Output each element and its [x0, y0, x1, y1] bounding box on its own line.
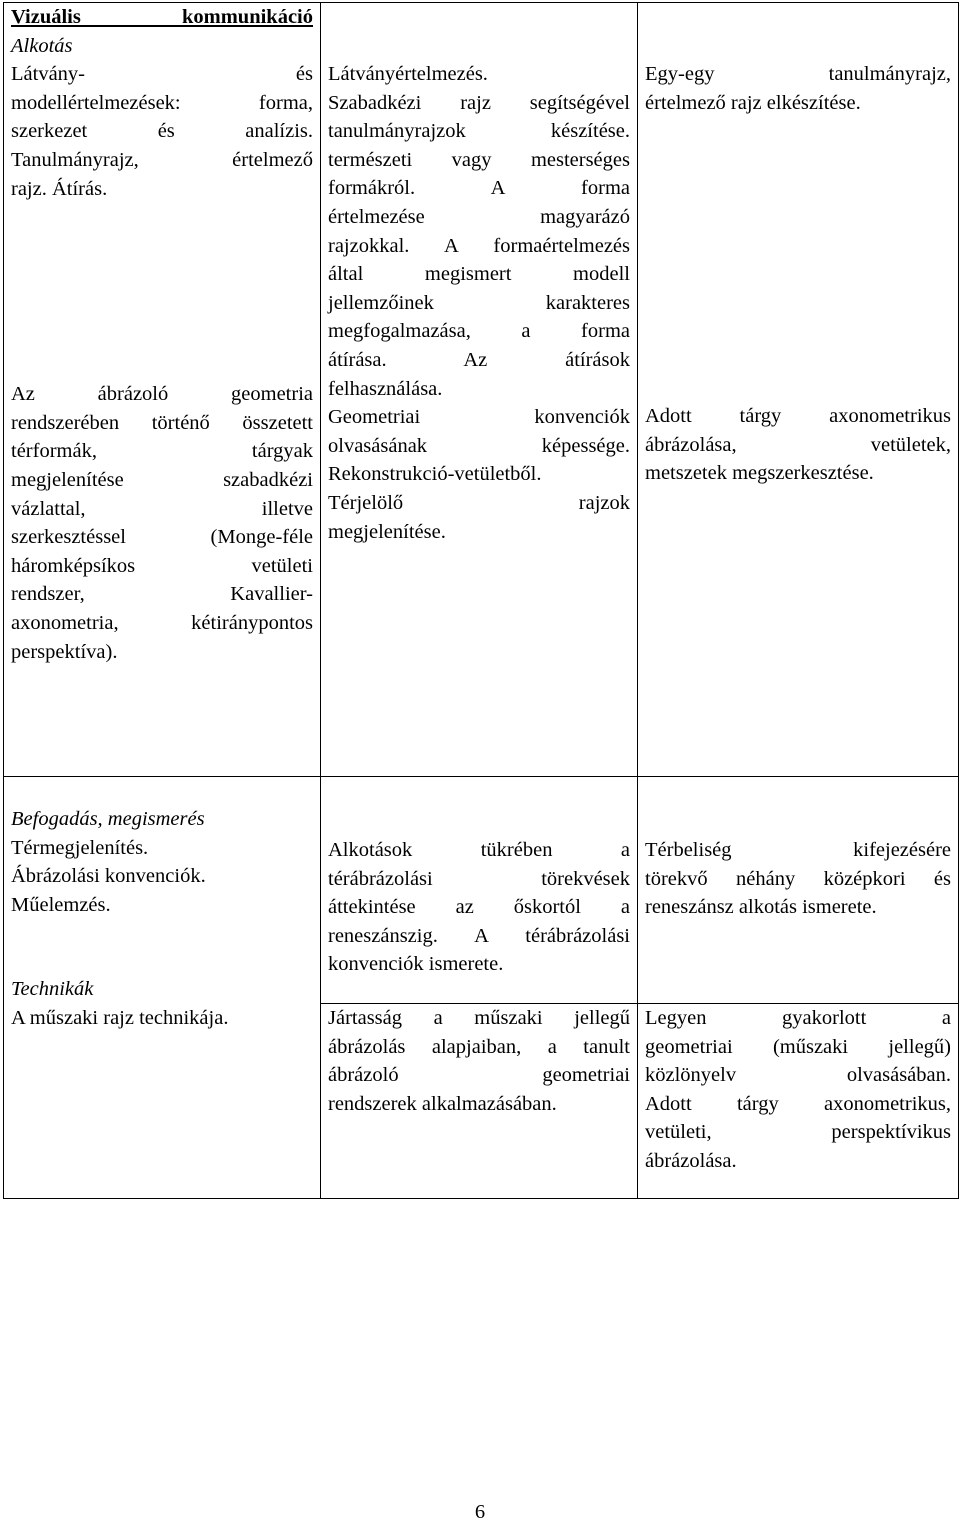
text-line: Térmegjelenítés. [11, 836, 149, 859]
text-line: természeti vagy mesterséges [328, 148, 630, 171]
text-line: Legyen gyakorlott a [645, 1007, 951, 1029]
text-line: Térbeliség kifejezésére [645, 839, 951, 861]
text-line: Alkotások tükrében a [328, 839, 630, 861]
outcome-cell [638, 1004, 959, 1199]
text-line: Térjelölő rajzok [328, 491, 630, 514]
outcome-cell [638, 777, 959, 1004]
activity-cell [321, 777, 638, 1004]
text-line: áttekintése az őskortól a [328, 896, 630, 919]
text-line: geometriai (műszaki jellegű) [645, 1035, 951, 1058]
text-line: Tanulmányrajz, értelmező [11, 148, 313, 171]
text-line: Műelemzés. [11, 893, 111, 916]
text-line: Ábrázolási konvenciók. [11, 865, 206, 888]
text-line: Rekonstrukció-vetületből. [328, 463, 542, 486]
text-line: jellemzőinek karakteres [328, 291, 630, 314]
text-line: Látványértelmezés. [328, 63, 488, 85]
text-line: reneszánsz alkotás ismerete. [645, 896, 877, 919]
text-line: felhasználása. [328, 377, 443, 400]
text-line: rendszerek alkalmazásában. [328, 1092, 557, 1115]
text-line: vázlattal, illetve [11, 497, 313, 520]
text-line: ábrázolás alapjaiban, a tanult [328, 1035, 630, 1058]
topic-cell [4, 777, 321, 1199]
text-line: térábrázolási törekvések [328, 867, 630, 890]
text-line: szerkesztéssel (Monge-féle [11, 526, 313, 549]
page-number: 6 [474, 1501, 486, 1523]
outcome-cell [638, 3, 959, 777]
text-line: ábrázolása, vetületek, [645, 433, 951, 456]
spacer [11, 203, 313, 380]
text-line: átírása. Az átírások [328, 348, 630, 371]
subsection-heading: Technikák [11, 978, 94, 1001]
text-line: modellértelmezések: forma, [11, 91, 313, 114]
text-line: vetületi, perspektívikus [645, 1121, 951, 1144]
spacer [11, 919, 313, 975]
text-line: Adott tárgy axonometrikus [645, 405, 951, 428]
text-line: perspektíva). [11, 640, 118, 663]
text-line: Egy-egy tanulmányrajz, [645, 63, 951, 85]
text-line: konvenciók ismerete. [328, 953, 504, 976]
table-row [4, 777, 959, 1004]
text-line: által megismert modell [328, 263, 630, 286]
section-title: Vizuális kommunikáció [11, 6, 313, 28]
text-line: olvasásának képessége. [328, 434, 630, 457]
text-line: értelmezése magyarázó [328, 205, 630, 228]
text-line: Látvány- és [11, 63, 313, 86]
subsection-heading: Befogadás, megismerés [11, 808, 205, 830]
text-line: térformák, tárgyak [11, 440, 313, 463]
text-line: megjelenítése szabadkézi [11, 468, 313, 491]
text-line: háromképsíkos vetületi [11, 554, 313, 577]
topic-cell [4, 3, 321, 777]
text-line: metszetek megszerkesztése. [645, 462, 874, 485]
text-line: A műszaki rajz technikája. [11, 1006, 229, 1029]
text-line: megjelenítése. [328, 520, 446, 543]
text-line: axonometria, kétiránypontos [11, 611, 313, 634]
text-line: rendszerében történő összetett [11, 411, 313, 434]
activity-cell [321, 3, 638, 777]
text-line: Adott tárgy axonometrikus, [645, 1092, 951, 1115]
text-line: értelmező rajz elkészítése. [645, 91, 861, 114]
text-line: Geometriai konvenciók [328, 406, 630, 429]
text-line: formákról. A forma [328, 177, 630, 200]
text-line: törekvő néhány középkori és [645, 867, 951, 890]
text-line: ábrázoló geometriai [328, 1064, 630, 1087]
text-line: Szabadkézi rajz segítségével [328, 91, 630, 114]
text-line: Az ábrázoló geometria [11, 383, 313, 406]
text-line: Jártasság a műszaki jellegű [328, 1007, 630, 1029]
text-line: közlönyelv olvasásában. [645, 1064, 951, 1087]
text-line: rajz. Átírás. [11, 177, 108, 200]
curriculum-table [3, 2, 959, 1199]
table-row [4, 3, 959, 777]
subsection-heading: Alkotás [11, 34, 73, 57]
spacer [645, 117, 951, 402]
text-line: reneszánszig. A térábrázolási [328, 924, 630, 947]
text-line: ábrázolása. [645, 1149, 737, 1172]
text-line: tanulmányrajzok készítése. [328, 120, 630, 143]
text-line: rendszer, Kavallier- [11, 583, 313, 606]
text-line: szerkezet és analízis. [11, 120, 313, 143]
text-line: megfogalmazása, a forma [328, 320, 630, 343]
text-line: rajzokkal. A formaértelmezés [328, 234, 630, 257]
activity-cell [321, 1004, 638, 1199]
